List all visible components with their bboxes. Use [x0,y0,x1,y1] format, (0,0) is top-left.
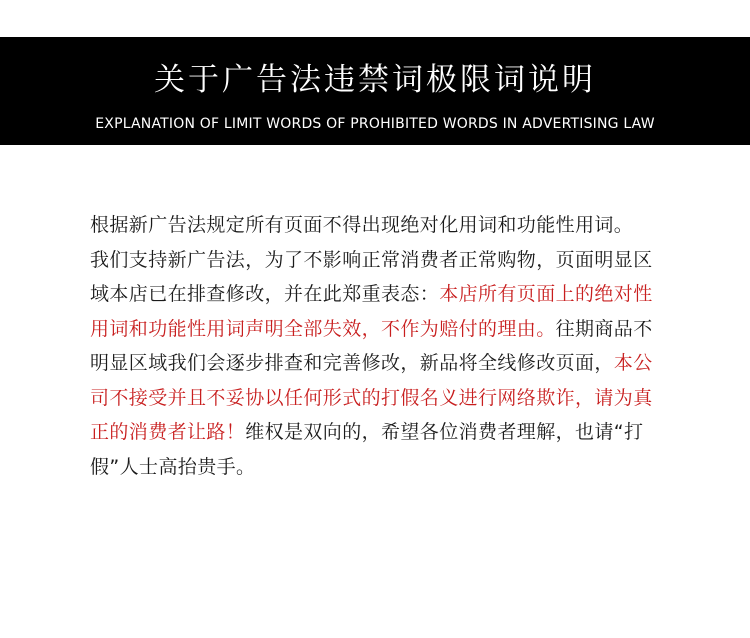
notice-line [90,415,680,450]
notice-line [90,346,680,381]
notice-highlight: 正的消费者让路！ [90,421,246,443]
page-subtitle: EXPLANATION OF LIMIT WORDS OF PROHIBITED WORDS IN ADVERTISING LAW [95,116,655,132]
notice-highlight: 司不接受并且不妥协以任何形式的打假名义进行网络欺诈，请为真 [90,386,653,409]
notice-body [90,208,680,484]
page-title: 关于广告法违禁词极限词说明 [154,62,596,98]
notice-line [90,312,680,347]
notice-line [90,243,680,278]
notice-line [90,381,680,416]
notice-line [90,450,680,485]
notice-text: 明显区域我们会逐步排查和完善修改，新品将全线修改页面， [90,352,614,374]
notice-text: 往期商品不 [555,317,653,340]
notice-line [90,277,680,312]
notice-text: 假”人士高抬贵手。 [90,455,256,478]
notice-text: 我们支持新广告法，为了不影响正常消费者正常购物，页面明显区 [90,248,653,271]
notice-highlight: 本店所有页面上的绝对性 [439,283,653,305]
notice-text: 域本店已在排查修改，并在此郑重表态： [90,283,440,305]
notice-highlight: 本公 [613,352,653,374]
notice-text: 维权是双向的，希望各位消费者理解，也请“打 [245,421,644,443]
header-banner [0,37,750,145]
notice-highlight: 用词和功能性用词声明全部失效，不作为赔付的理由。 [90,317,556,340]
notice-text: 根据新广告法规定所有页面不得出现绝对化用词和功能性用词。 [90,214,634,236]
notice-line [90,208,680,243]
